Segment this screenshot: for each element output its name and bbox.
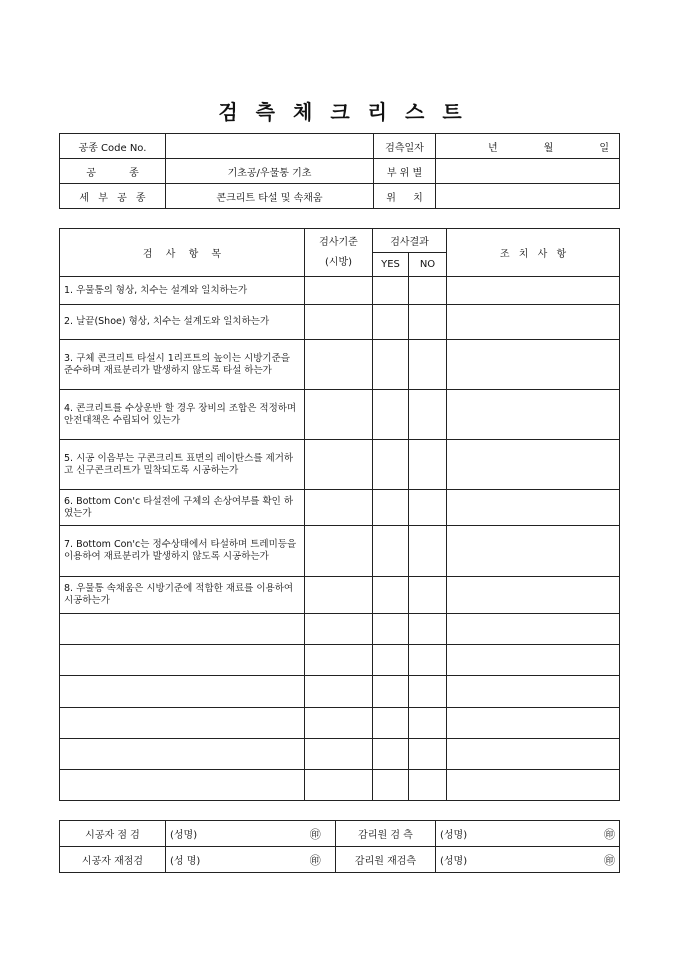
standard-cell[interactable] bbox=[305, 676, 373, 708]
title-char: 측 bbox=[255, 100, 275, 124]
seal-mark: ㊞ bbox=[554, 821, 620, 847]
inspection-table bbox=[59, 228, 620, 801]
no-cell[interactable] bbox=[409, 708, 447, 739]
action-cell[interactable] bbox=[447, 770, 620, 801]
location-value[interactable] bbox=[436, 184, 620, 209]
col-header-no: NO bbox=[409, 253, 447, 277]
part-value[interactable] bbox=[436, 159, 620, 184]
contractor-recheck-label: 시공자 재점검 bbox=[60, 847, 166, 873]
no-cell[interactable] bbox=[409, 277, 447, 305]
yes-cell[interactable] bbox=[373, 390, 409, 440]
no-cell[interactable] bbox=[409, 305, 447, 340]
standard-cell[interactable] bbox=[305, 340, 373, 390]
part-label: 부 위 별 bbox=[374, 159, 436, 184]
yes-cell[interactable] bbox=[373, 577, 409, 614]
detail-label: 세 부 공 종 bbox=[60, 184, 166, 209]
yes-cell[interactable] bbox=[373, 490, 409, 526]
empty-item-cell[interactable] bbox=[60, 739, 305, 770]
code-label: 공종 Code No. bbox=[60, 134, 166, 159]
action-cell[interactable] bbox=[447, 305, 620, 340]
yes-cell[interactable] bbox=[373, 708, 409, 739]
location-label: 위 치 bbox=[374, 184, 436, 209]
seal-mark: ㊞ bbox=[296, 847, 336, 873]
standard-cell[interactable] bbox=[305, 614, 373, 645]
yes-cell[interactable] bbox=[373, 526, 409, 577]
no-cell[interactable] bbox=[409, 390, 447, 440]
standard-cell[interactable] bbox=[305, 577, 373, 614]
work-label: 공 종 bbox=[60, 159, 166, 184]
empty-item-cell[interactable] bbox=[60, 770, 305, 801]
contractor-check-name[interactable]: (성명) bbox=[166, 821, 296, 847]
no-cell[interactable] bbox=[409, 645, 447, 676]
yes-cell[interactable] bbox=[373, 739, 409, 770]
item-text: 2. 날끝(Shoe) 형상, 치수는 설계도와 일치하는가 bbox=[60, 305, 305, 340]
item-text: 4. 콘크리트를 수상운반 할 경우 장비의 조합은 적정하며 안전대책은 수립되어 있는가 bbox=[60, 390, 305, 440]
item-text: 5. 시공 이음부는 구콘크리트 표면의 레이탄스를 제거하고 신구콘크리트가 밀착되도록 시공하는가 bbox=[60, 440, 305, 490]
no-cell[interactable] bbox=[409, 739, 447, 770]
no-cell[interactable] bbox=[409, 440, 447, 490]
item-text: 3. 구체 콘크리트 타설시 1리프트의 높이는 시방기준을 준수하며 재료분리가 발생하지 않도록 타설 하는가 bbox=[60, 340, 305, 390]
col-header-standard-2: (시방) bbox=[324, 256, 353, 268]
action-cell[interactable] bbox=[447, 708, 620, 739]
col-header-result: 검사결과 bbox=[373, 229, 447, 253]
no-cell[interactable] bbox=[409, 577, 447, 614]
date-value[interactable] bbox=[436, 134, 620, 159]
title-char: 검 bbox=[218, 100, 238, 124]
yes-cell[interactable] bbox=[373, 340, 409, 390]
action-cell[interactable] bbox=[447, 340, 620, 390]
date-month: 월 bbox=[543, 142, 554, 154]
yes-cell[interactable] bbox=[373, 440, 409, 490]
no-cell[interactable] bbox=[409, 770, 447, 801]
title-char: 크 bbox=[330, 100, 350, 124]
title-char: 스 bbox=[404, 100, 425, 124]
empty-item-cell[interactable] bbox=[60, 676, 305, 708]
col-header-standard bbox=[305, 229, 373, 277]
standard-cell[interactable] bbox=[305, 490, 373, 526]
header-table bbox=[59, 133, 620, 209]
action-cell[interactable] bbox=[447, 676, 620, 708]
yes-cell[interactable] bbox=[373, 614, 409, 645]
yes-cell[interactable] bbox=[373, 277, 409, 305]
supervisor-check-name[interactable]: (성명) bbox=[436, 821, 554, 847]
item-text: 8. 우물통 속채움은 시방기준에 적합한 재료를 이용하여 시공하는가 bbox=[60, 577, 305, 614]
supervisor-recheck-label: 감리원 재검측 bbox=[336, 847, 436, 873]
col-header-action: 조 치 사 항 bbox=[447, 229, 620, 277]
col-header-yes: YES bbox=[373, 253, 409, 277]
contractor-check-label: 시공자 점 검 bbox=[60, 821, 166, 847]
empty-item-cell[interactable] bbox=[60, 645, 305, 676]
standard-cell[interactable] bbox=[305, 277, 373, 305]
action-cell[interactable] bbox=[447, 526, 620, 577]
title-char: 트 bbox=[442, 100, 462, 124]
no-cell[interactable] bbox=[409, 490, 447, 526]
yes-cell[interactable] bbox=[373, 645, 409, 676]
standard-cell[interactable] bbox=[305, 708, 373, 739]
no-cell[interactable] bbox=[409, 340, 447, 390]
col-header-item: 검 사 항 목 bbox=[60, 229, 305, 277]
item-text: 7. Bottom Con'c는 정수상태에서 타설하며 트레미등을 이용하여 재료분리가 발생하지 않도록 시공하는가 bbox=[60, 526, 305, 577]
title-char: 리 bbox=[367, 100, 387, 124]
action-cell[interactable] bbox=[447, 739, 620, 770]
date-label: 검측일자 bbox=[374, 134, 436, 159]
detail-value[interactable]: 콘크리트 타설 및 속채움 bbox=[166, 184, 374, 209]
yes-cell[interactable] bbox=[373, 770, 409, 801]
signature-table bbox=[59, 820, 620, 873]
standard-cell[interactable] bbox=[305, 770, 373, 801]
date-year: 년 bbox=[488, 142, 498, 154]
supervisor-recheck-name[interactable]: (성명) bbox=[436, 847, 554, 873]
standard-cell[interactable] bbox=[305, 526, 373, 577]
item-text: 6. Bottom Con'c 타설전에 구체의 손상여부를 확인 하였는가 bbox=[60, 490, 305, 526]
no-cell[interactable] bbox=[409, 614, 447, 645]
action-cell[interactable] bbox=[447, 614, 620, 645]
action-cell[interactable] bbox=[447, 645, 620, 676]
yes-cell[interactable] bbox=[373, 676, 409, 708]
yes-cell[interactable] bbox=[373, 305, 409, 340]
supervisor-check-label: 감리원 검 측 bbox=[336, 821, 436, 847]
code-value[interactable] bbox=[166, 134, 374, 159]
action-cell[interactable] bbox=[447, 490, 620, 526]
col-header-standard-1: 검사기준 bbox=[319, 236, 358, 248]
work-value[interactable]: 기초공/우물통 기초 bbox=[166, 159, 374, 184]
standard-cell[interactable] bbox=[305, 645, 373, 676]
standard-cell[interactable] bbox=[305, 305, 373, 340]
page-title bbox=[0, 96, 680, 125]
contractor-recheck-name[interactable]: (성 명) bbox=[166, 847, 296, 873]
standard-cell[interactable] bbox=[305, 390, 373, 440]
no-cell[interactable] bbox=[409, 676, 447, 708]
action-cell[interactable] bbox=[447, 277, 620, 305]
action-cell[interactable] bbox=[447, 577, 620, 614]
item-text: 1. 우물통의 형상, 치수는 설계와 일치하는가 bbox=[60, 277, 305, 305]
standard-cell[interactable] bbox=[305, 739, 373, 770]
title-char: 체 bbox=[293, 100, 313, 124]
date-day: 일 bbox=[599, 142, 609, 154]
seal-mark: ㊞ bbox=[554, 847, 620, 873]
standard-cell[interactable] bbox=[305, 440, 373, 490]
action-cell[interactable] bbox=[447, 440, 620, 490]
action-cell[interactable] bbox=[447, 390, 620, 440]
seal-mark: ㊞ bbox=[296, 821, 336, 847]
empty-item-cell[interactable] bbox=[60, 708, 305, 739]
no-cell[interactable] bbox=[409, 526, 447, 577]
empty-item-cell[interactable] bbox=[60, 614, 305, 645]
